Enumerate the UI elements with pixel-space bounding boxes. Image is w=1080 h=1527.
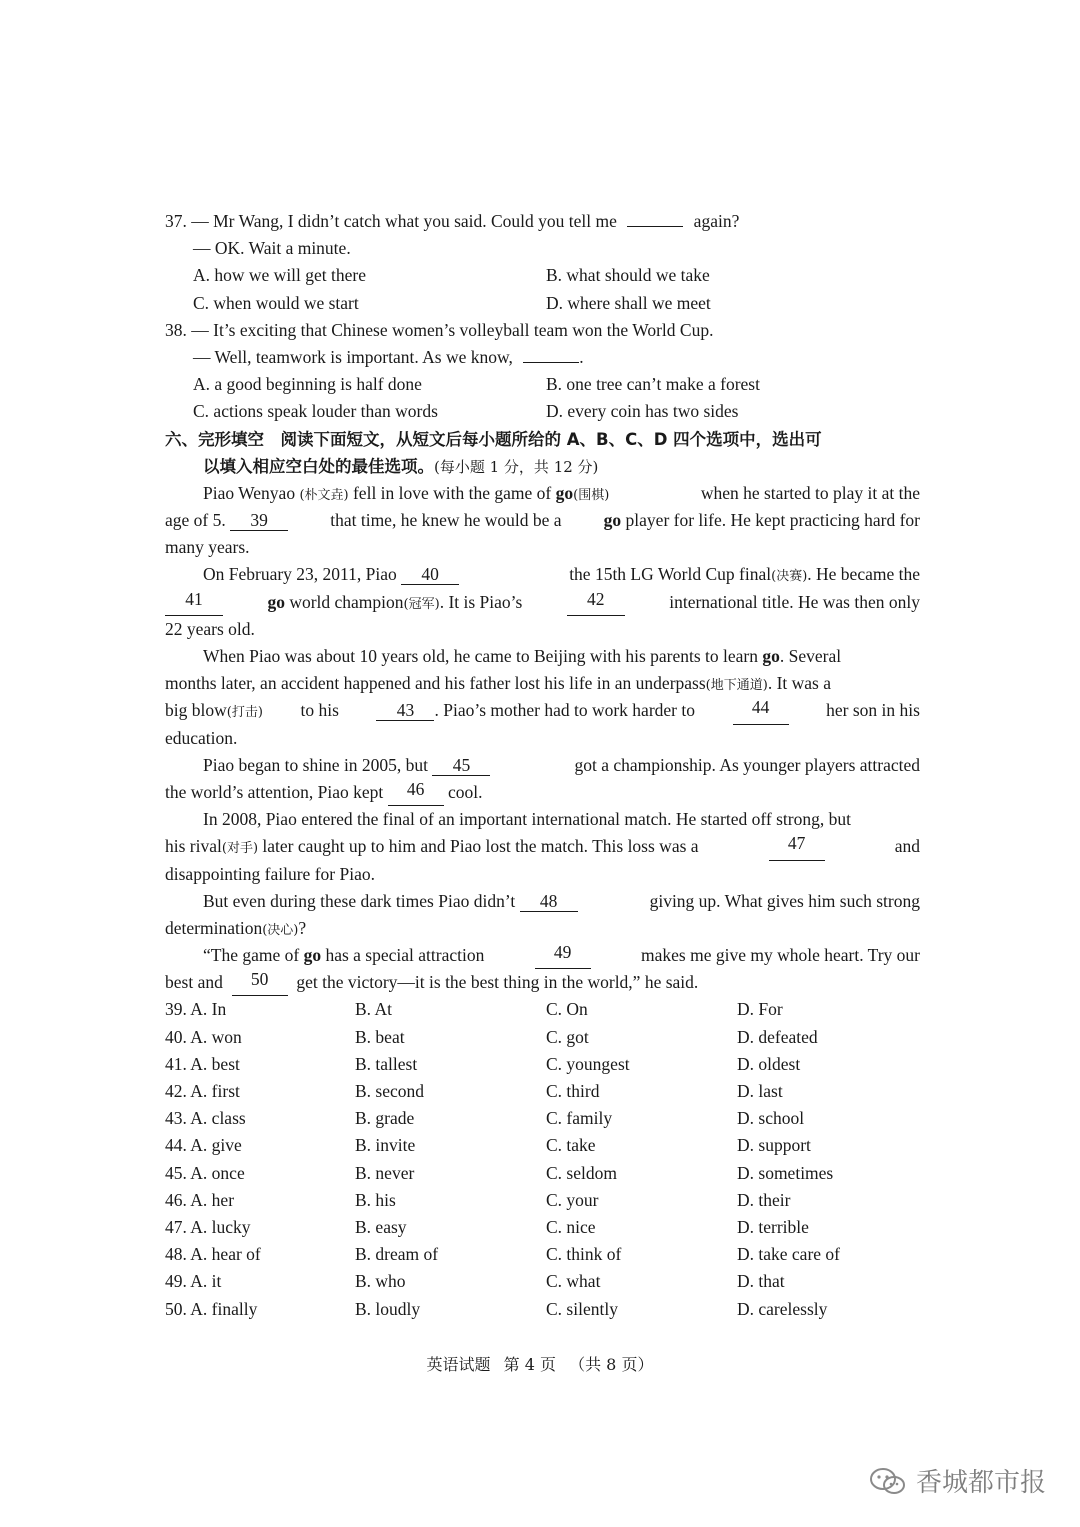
option-cell: 44. A. give [165, 1135, 242, 1156]
text: determination [165, 917, 263, 938]
passage-p3-line4: education. [165, 727, 238, 748]
go-word: go [303, 945, 322, 966]
text: and [894, 836, 920, 857]
q37-stem: 37. — Mr Wang, I didn’t catch what you said. Could you tell me [165, 211, 617, 231]
option-cell: D. sometimes [737, 1162, 834, 1183]
option-cell: B. tallest [355, 1053, 418, 1074]
footer-page: 第 4 页 [503, 1355, 556, 1374]
passage-p1-line1 [165, 480, 920, 507]
option-cell: D. take care of [737, 1244, 840, 1265]
option-cell: C. nice [546, 1216, 596, 1237]
text: Piao began to shine in 2005, but [203, 754, 429, 775]
passage-p2-line3: 22 years old. [165, 618, 255, 639]
text: world champion [289, 591, 404, 612]
text: later caught up to him and Piao lost the match. This loss was a [262, 836, 699, 857]
q38-options-row2 [165, 398, 920, 425]
footer-total: （共 8 页） [569, 1355, 654, 1374]
text: his rival [165, 836, 222, 857]
text: the 15th LG World Cup final [569, 564, 772, 585]
option-cell: D. last [737, 1081, 783, 1101]
watermark [868, 1462, 1046, 1499]
text: best and [165, 972, 223, 993]
blank-41: 41 [165, 589, 223, 616]
option-cell: D. defeated [737, 1026, 818, 1047]
passage-p4-line2 [165, 779, 920, 806]
q38-reply: — Well, teamwork is important. As we know, [193, 346, 513, 367]
text: makes me give my whole heart. Try our [641, 945, 920, 966]
gloss: (朴文垚) [299, 487, 349, 503]
text: . Several [779, 646, 842, 666]
text: When Piao was about 10 years old, he came to Beijing with his parents to learn [203, 646, 759, 666]
gloss: (决赛) [771, 569, 808, 585]
gloss: (围棋) [573, 487, 610, 503]
text: her son in his [826, 700, 920, 721]
text: the world’s attention, Piao kept [165, 781, 384, 802]
text: international title. He was then only [669, 591, 920, 612]
option-cell: 42. A. first [165, 1081, 240, 1101]
q37-stem-line [165, 208, 920, 235]
option-cell: C. third [546, 1081, 600, 1101]
option-cell: D. school [737, 1108, 805, 1129]
text: ? [298, 917, 307, 938]
option-cell: D. For [737, 999, 783, 1020]
q38-options-row1 [165, 371, 920, 398]
option-cell: 45. A. once [165, 1162, 245, 1183]
option-cell: 39. A. In [165, 999, 227, 1020]
q37-blank [627, 226, 683, 227]
option-cell: C. silently [546, 1298, 618, 1319]
text: In 2008, Piao entered the final of an important international match. He started off strong, but [203, 809, 851, 830]
text: when he started to play it at the [700, 482, 920, 503]
passage-p2-line2 [165, 589, 920, 616]
passage-p5-line3: disappointing failure for Piao. [165, 863, 375, 884]
blank-47: 47 [769, 833, 825, 860]
option-cell: B. grade [355, 1108, 415, 1129]
option-cell: D. carelessly [737, 1298, 828, 1319]
q38-option-c: C. actions speak louder than words [193, 401, 438, 422]
option-cell: B. At [355, 999, 392, 1020]
exam-page [165, 208, 920, 1323]
option-cell: C. what [546, 1271, 601, 1292]
q38-stem: 38. — It’s exciting that Chinese women’s volleyball team won the World Cup. [165, 319, 714, 340]
option-cell: B. never [355, 1162, 415, 1183]
option-cell: 46. A. her [165, 1189, 235, 1210]
text: . He became the [807, 564, 920, 585]
text: big blow [165, 700, 227, 721]
blank-44: 44 [733, 697, 789, 724]
option-cell: 43. A. class [165, 1108, 246, 1129]
go-word: go [603, 510, 622, 531]
blank-48: 48 [520, 891, 578, 912]
option-cell: B. invite [355, 1135, 416, 1156]
option-cell: B. second [355, 1081, 425, 1101]
blank-39: 39 [230, 510, 288, 531]
gloss: (打击) [226, 705, 263, 721]
q38-reply-end: . [579, 346, 584, 367]
option-cell: C. family [546, 1108, 613, 1129]
go-word: go [267, 591, 285, 612]
wechat-icon [868, 1466, 908, 1496]
option-cell: 48. A. hear of [165, 1244, 261, 1265]
text: cool. [447, 781, 483, 802]
passage-p1-line2 [165, 507, 920, 534]
passage-p7-line1 [165, 942, 920, 969]
option-cell: C. your [546, 1189, 599, 1210]
option-cell: 41. A. best [165, 1053, 240, 1074]
passage-p4-line1 [165, 752, 920, 779]
text: got a championship. As younger players attracted [574, 754, 920, 775]
passage-p6-line2 [165, 915, 920, 942]
gloss: (地下通道) [705, 678, 768, 694]
option-cell: C. youngest [546, 1053, 630, 1074]
gloss: (对手) [221, 841, 259, 857]
option-cell: B. beat [355, 1026, 405, 1047]
q37-options-row2 [165, 290, 920, 317]
blank-43: 43 [376, 700, 434, 721]
text: player for life. He kept practicing hard for [625, 510, 920, 531]
option-cell: C. seldom [546, 1162, 617, 1183]
text: But even during these dark times Piao didn’t [203, 890, 516, 911]
blank-50: 50 [232, 969, 288, 996]
text: On February 23, 2011, Piao [203, 564, 397, 585]
q38-reply-line [165, 344, 920, 371]
text: to his [300, 700, 339, 721]
text: . It was a [767, 673, 832, 694]
go-word: go [762, 646, 780, 666]
option-cell: 49. A. it [165, 1271, 222, 1292]
option-cell: 40. A. won [165, 1026, 242, 1047]
text: giving up. What gives him such strong [649, 890, 920, 911]
option-cell: 50. A. finally [165, 1298, 258, 1319]
q37-reply: — OK. Wait a minute. [193, 238, 351, 259]
passage-p3-line2 [165, 670, 920, 697]
text: Piao Wenyao [203, 482, 296, 503]
q37-options-row1 [165, 262, 920, 289]
text: months later, an accident happened and his father lost his life in an underpass [165, 673, 706, 694]
option-cell: C. got [546, 1026, 589, 1047]
q38-option-a: A. a good beginning is half done [193, 374, 422, 395]
text: fell in love with the game of [352, 482, 552, 503]
passage-p7-line2 [165, 969, 920, 996]
option-cell: B. who [355, 1271, 406, 1292]
passage-p1-line3: many years. [165, 537, 250, 558]
option-cell: C. think of [546, 1244, 622, 1265]
q38-option-d: D. every coin has two sides [546, 401, 739, 422]
option-cell: D. that [737, 1271, 785, 1292]
blank-42: 42 [567, 589, 625, 616]
option-cell: C. On [546, 999, 588, 1020]
q37-option-c: C. when would we start [193, 292, 359, 313]
q37-stem-end: again? [693, 211, 740, 231]
answer-options-grid [165, 996, 920, 1322]
text: . It is Piao’s [439, 591, 523, 612]
text: “The game of [203, 945, 300, 966]
option-cell: B. dream of [355, 1244, 439, 1265]
passage-p5-line1 [165, 806, 920, 833]
gloss: (决心) [262, 922, 299, 938]
passage-p6-line1 [165, 888, 920, 915]
option-cell: D. their [737, 1189, 791, 1210]
text: has a special attraction [325, 945, 485, 966]
q37-option-a: A. how we will get there [193, 265, 367, 286]
option-cell: D. terrible [737, 1216, 809, 1237]
blank-49: 49 [535, 942, 591, 969]
option-cell: B. loudly [355, 1298, 421, 1319]
passage-p3-line1 [165, 643, 920, 670]
section6-title: 六、完形填空 阅读下面短文，从短文后每小题所给的 A、B、C、D 四个选项中，选出可 [165, 429, 822, 449]
q37-option-b: B. what should we take [546, 265, 710, 286]
option-cell: B. easy [355, 1216, 407, 1237]
passage-p3-line3 [165, 697, 920, 724]
blank-40: 40 [401, 564, 459, 585]
section6-subtitle-line [165, 453, 920, 480]
page-footer [0, 1352, 1080, 1375]
footer-subject: 英语试题 [426, 1355, 491, 1374]
q38-option-b: B. one tree can’t make a forest [546, 374, 760, 395]
watermark-text: 香城都市报 [915, 1468, 1046, 1498]
option-cell: D. support [737, 1135, 811, 1156]
option-cell: D. oldest [737, 1053, 801, 1074]
text: get the victory—it is the best thing in the world,” he said. [296, 972, 699, 993]
q38-blank [523, 362, 579, 363]
section6-score: (每小题 1 分，共 12 分) [434, 457, 599, 476]
passage-p2-line1 [165, 561, 920, 588]
blank-46: 46 [388, 779, 444, 806]
option-cell: B. his [355, 1189, 396, 1210]
option-cell: 47. A. lucky [165, 1216, 251, 1237]
text: age of 5. [165, 510, 226, 531]
q37-option-d: D. where shall we meet [546, 292, 711, 313]
go-word: go [555, 482, 574, 503]
blank-45: 45 [432, 755, 490, 776]
text: . Piao’s mother had to work harder to [434, 700, 695, 721]
gloss: (冠军) [403, 596, 440, 612]
section6-subtitle: 以填入相应空白处的最佳选项。 [203, 456, 434, 476]
passage-p5-line2 [165, 833, 920, 860]
text: that time, he knew he would be a [330, 510, 562, 531]
option-cell: C. take [546, 1135, 596, 1156]
